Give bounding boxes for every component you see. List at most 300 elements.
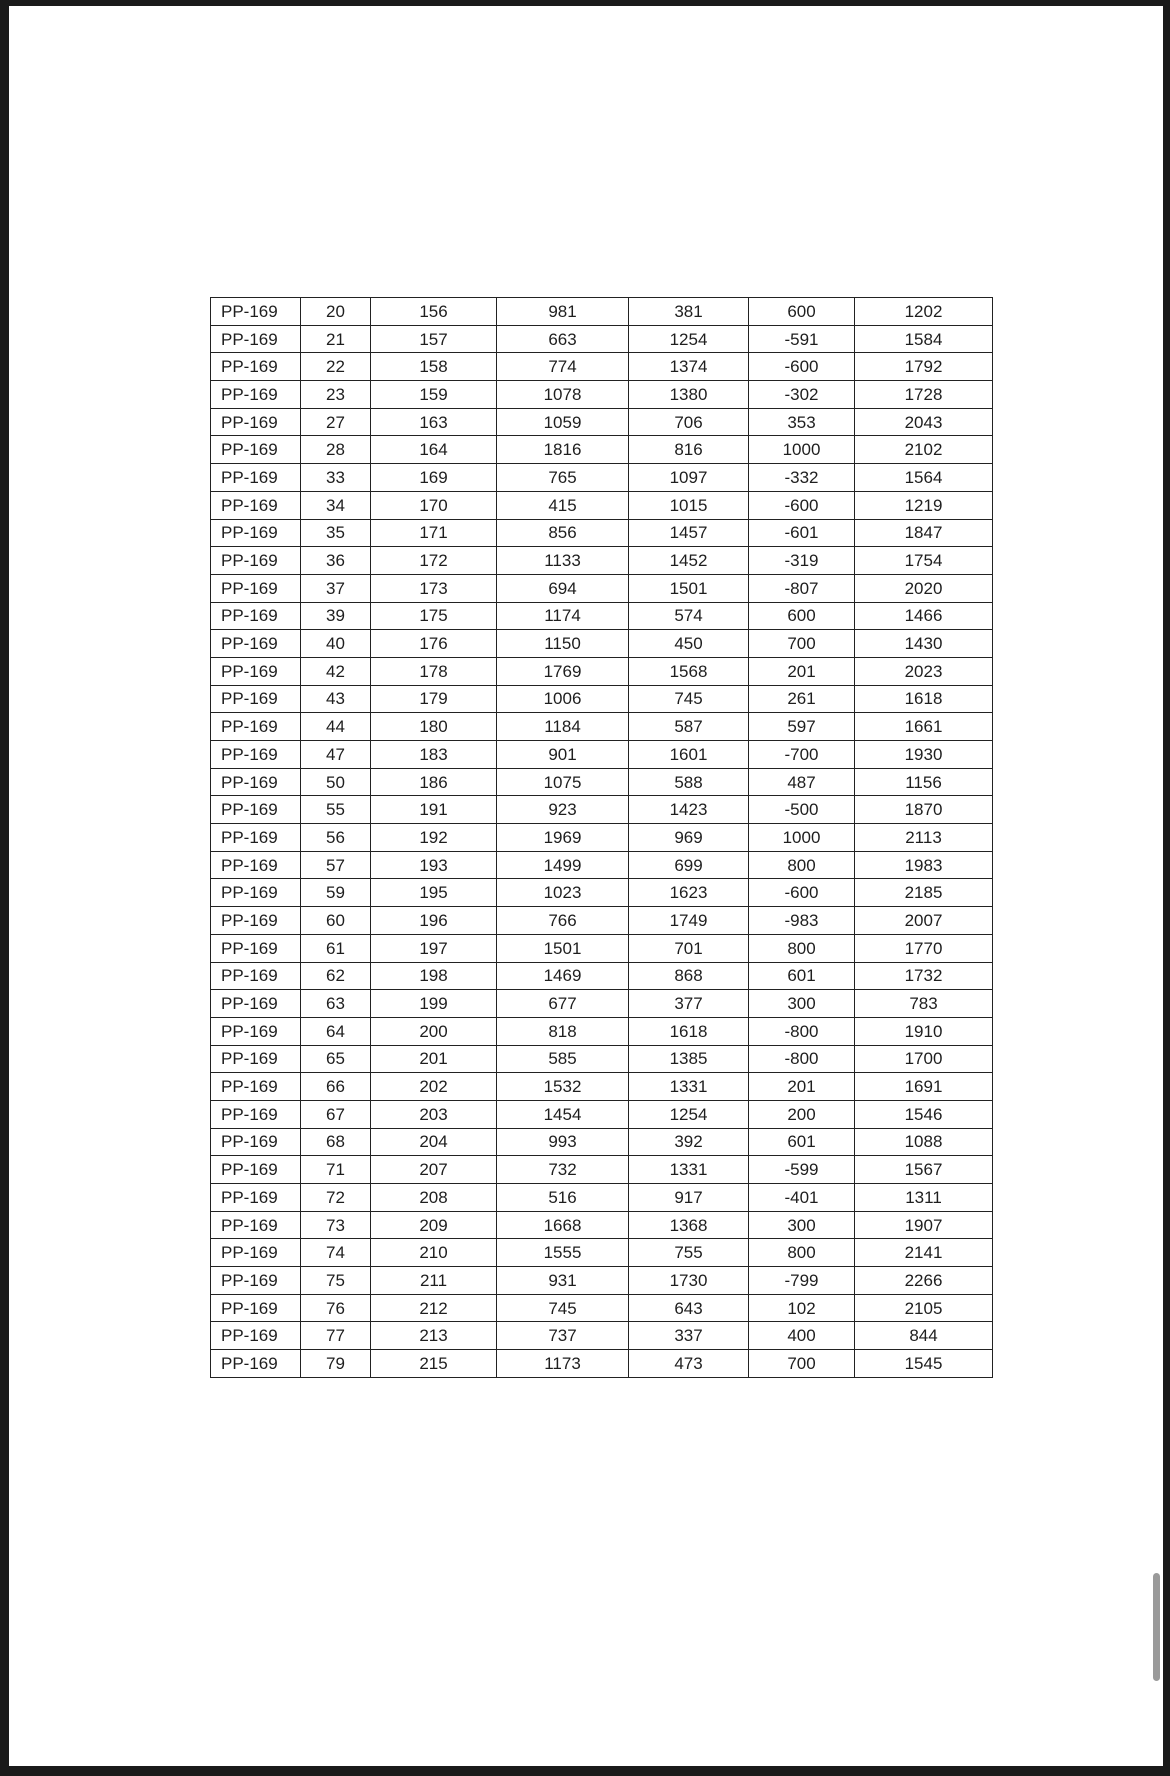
table-cell: 2102	[855, 436, 993, 464]
table-cell: 737	[497, 1322, 629, 1350]
table-cell: 1545	[855, 1350, 993, 1378]
table-cell: 169	[371, 464, 497, 492]
table-cell: PP-169	[211, 1156, 301, 1184]
table-row	[211, 879, 993, 907]
table-cell: 201	[371, 1045, 497, 1073]
table-cell: 1700	[855, 1045, 993, 1073]
table-cell: PP-169	[211, 298, 301, 326]
table-cell: 66	[301, 1073, 371, 1101]
table-cell: 700	[749, 1350, 855, 1378]
table-cell: 170	[371, 491, 497, 519]
table-cell: PP-169	[211, 325, 301, 353]
table-row	[211, 1017, 993, 1045]
table-cell: 40	[301, 630, 371, 658]
table-cell: -600	[749, 879, 855, 907]
table-cell: 1661	[855, 713, 993, 741]
table-cell: 1466	[855, 602, 993, 630]
table-cell: 2266	[855, 1267, 993, 1295]
table-cell: 701	[629, 934, 749, 962]
table-cell: PP-169	[211, 796, 301, 824]
table-cell: 1816	[497, 436, 629, 464]
table-row	[211, 1128, 993, 1156]
table-row	[211, 990, 993, 1018]
table-row	[211, 796, 993, 824]
table-cell: 179	[371, 685, 497, 713]
table-cell: 1732	[855, 962, 993, 990]
table-cell: 195	[371, 879, 497, 907]
table-cell: 353	[749, 408, 855, 436]
table-cell: 600	[749, 602, 855, 630]
table-cell: 1469	[497, 962, 629, 990]
table-cell: 856	[497, 519, 629, 547]
table-cell: PP-169	[211, 381, 301, 409]
data-table	[210, 297, 993, 1378]
table-row	[211, 1294, 993, 1322]
table-cell: 203	[371, 1100, 497, 1128]
table-cell: 2141	[855, 1239, 993, 1267]
table-cell: 1623	[629, 879, 749, 907]
table-cell: 415	[497, 491, 629, 519]
table-cell: 157	[371, 325, 497, 353]
table-cell: 21	[301, 325, 371, 353]
table-cell: 755	[629, 1239, 749, 1267]
table-cell: 800	[749, 934, 855, 962]
table-cell: PP-169	[211, 1017, 301, 1045]
table-row	[211, 1045, 993, 1073]
table-cell: 516	[497, 1184, 629, 1212]
table-cell: PP-169	[211, 1239, 301, 1267]
table-cell: 917	[629, 1184, 749, 1212]
table-cell: PP-169	[211, 685, 301, 713]
table-cell: 1000	[749, 436, 855, 464]
table-cell: 1564	[855, 464, 993, 492]
table-cell: PP-169	[211, 602, 301, 630]
table-cell: PP-169	[211, 768, 301, 796]
table-cell: 74	[301, 1239, 371, 1267]
table-cell: 1668	[497, 1211, 629, 1239]
table-cell: -599	[749, 1156, 855, 1184]
table-cell: 33	[301, 464, 371, 492]
table-cell: 1601	[629, 741, 749, 769]
table-cell: 159	[371, 381, 497, 409]
table-cell: 59	[301, 879, 371, 907]
table-cell: 73	[301, 1211, 371, 1239]
table-cell: PP-169	[211, 1184, 301, 1212]
table-cell: 183	[371, 741, 497, 769]
table-cell: 732	[497, 1156, 629, 1184]
table-cell: 207	[371, 1156, 497, 1184]
table-cell: 700	[749, 630, 855, 658]
table-cell: 63	[301, 990, 371, 1018]
table-cell: 487	[749, 768, 855, 796]
table-cell: 62	[301, 962, 371, 990]
table-cell: PP-169	[211, 519, 301, 547]
table-row	[211, 962, 993, 990]
table-cell: -800	[749, 1045, 855, 1073]
table-cell: PP-169	[211, 408, 301, 436]
table-cell: 1792	[855, 353, 993, 381]
table-row	[211, 519, 993, 547]
table-cell: 699	[629, 851, 749, 879]
table-cell: 601	[749, 962, 855, 990]
table-cell: 1907	[855, 1211, 993, 1239]
table-cell: 43	[301, 685, 371, 713]
table-cell: PP-169	[211, 1045, 301, 1073]
table-row	[211, 381, 993, 409]
scrollbar-thumb[interactable]	[1153, 1573, 1160, 1681]
table-row	[211, 1211, 993, 1239]
table-cell: 818	[497, 1017, 629, 1045]
table-cell: 1331	[629, 1073, 749, 1101]
table-cell: 1770	[855, 934, 993, 962]
table-cell: 1430	[855, 630, 993, 658]
table-cell: 663	[497, 325, 629, 353]
table-cell: 800	[749, 851, 855, 879]
table-cell: 176	[371, 630, 497, 658]
table-cell: PP-169	[211, 574, 301, 602]
table-cell: PP-169	[211, 1073, 301, 1101]
table-cell: 1219	[855, 491, 993, 519]
table-cell: 765	[497, 464, 629, 492]
table-row	[211, 408, 993, 436]
table-cell: 172	[371, 547, 497, 575]
table-cell: 1311	[855, 1184, 993, 1212]
table-row	[211, 1350, 993, 1378]
table-cell: 163	[371, 408, 497, 436]
table-cell: 57	[301, 851, 371, 879]
table-cell: 79	[301, 1350, 371, 1378]
table-cell: 27	[301, 408, 371, 436]
table-cell: 706	[629, 408, 749, 436]
table-cell: -591	[749, 325, 855, 353]
table-cell: PP-169	[211, 1322, 301, 1350]
table-cell: -601	[749, 519, 855, 547]
table-cell: 1374	[629, 353, 749, 381]
table-cell: 600	[749, 298, 855, 326]
table-cell: PP-169	[211, 436, 301, 464]
table-cell: 175	[371, 602, 497, 630]
table-cell: 2023	[855, 657, 993, 685]
table-cell: 50	[301, 768, 371, 796]
table-row	[211, 713, 993, 741]
table-cell: 171	[371, 519, 497, 547]
table-cell: PP-169	[211, 657, 301, 685]
table-cell: PP-169	[211, 547, 301, 575]
table-cell: 1075	[497, 768, 629, 796]
table-cell: 1173	[497, 1350, 629, 1378]
table-cell: 1769	[497, 657, 629, 685]
table-cell: 180	[371, 713, 497, 741]
table-cell: 969	[629, 824, 749, 852]
table-cell: 300	[749, 1211, 855, 1239]
table-cell: 213	[371, 1322, 497, 1350]
table-cell: 199	[371, 990, 497, 1018]
table-cell: 64	[301, 1017, 371, 1045]
table-cell: 173	[371, 574, 497, 602]
table-body	[211, 298, 993, 1378]
table-cell: 28	[301, 436, 371, 464]
table-cell: 766	[497, 907, 629, 935]
table-row	[211, 907, 993, 935]
table-cell: 20	[301, 298, 371, 326]
table-cell: -807	[749, 574, 855, 602]
table-cell: 55	[301, 796, 371, 824]
data-table-container	[210, 297, 992, 1378]
table-row	[211, 934, 993, 962]
table-cell: 473	[629, 1350, 749, 1378]
table-cell: 1000	[749, 824, 855, 852]
table-cell: 164	[371, 436, 497, 464]
table-cell: 1618	[629, 1017, 749, 1045]
table-cell: 381	[629, 298, 749, 326]
table-cell: 1618	[855, 685, 993, 713]
table-cell: 1728	[855, 381, 993, 409]
table-cell: 68	[301, 1128, 371, 1156]
table-cell: PP-169	[211, 1128, 301, 1156]
table-cell: 196	[371, 907, 497, 935]
table-cell: 1910	[855, 1017, 993, 1045]
table-cell: 215	[371, 1350, 497, 1378]
table-cell: 597	[749, 713, 855, 741]
table-cell: PP-169	[211, 879, 301, 907]
table-row	[211, 768, 993, 796]
table-row	[211, 325, 993, 353]
table-cell: PP-169	[211, 1267, 301, 1295]
table-cell: 1423	[629, 796, 749, 824]
table-row	[211, 436, 993, 464]
table-cell: PP-169	[211, 464, 301, 492]
table-cell: 75	[301, 1267, 371, 1295]
table-cell: 200	[371, 1017, 497, 1045]
table-cell: 587	[629, 713, 749, 741]
table-cell: 1870	[855, 796, 993, 824]
table-cell: -800	[749, 1017, 855, 1045]
table-cell: PP-169	[211, 1350, 301, 1378]
table-cell: 198	[371, 962, 497, 990]
table-cell: 35	[301, 519, 371, 547]
table-cell: 800	[749, 1239, 855, 1267]
table-cell: 212	[371, 1294, 497, 1322]
table-cell: 47	[301, 741, 371, 769]
table-cell: 158	[371, 353, 497, 381]
table-cell: 1202	[855, 298, 993, 326]
table-cell: PP-169	[211, 907, 301, 935]
table-cell: -700	[749, 741, 855, 769]
table-cell: 1150	[497, 630, 629, 658]
table-cell: 1368	[629, 1211, 749, 1239]
table-row	[211, 685, 993, 713]
table-cell: PP-169	[211, 962, 301, 990]
table-cell: -302	[749, 381, 855, 409]
table-cell: 1501	[497, 934, 629, 962]
table-cell: -600	[749, 491, 855, 519]
table-row	[211, 298, 993, 326]
table-cell: -332	[749, 464, 855, 492]
table-cell: 61	[301, 934, 371, 962]
table-cell: 868	[629, 962, 749, 990]
table-cell: 901	[497, 741, 629, 769]
table-cell: 186	[371, 768, 497, 796]
table-cell: 1133	[497, 547, 629, 575]
table-cell: 1568	[629, 657, 749, 685]
table-cell: 1584	[855, 325, 993, 353]
table-cell: 377	[629, 990, 749, 1018]
table-cell: 745	[497, 1294, 629, 1322]
table-cell: -319	[749, 547, 855, 575]
table-row	[211, 851, 993, 879]
table-cell: -799	[749, 1267, 855, 1295]
table-cell: 1555	[497, 1239, 629, 1267]
table-cell: 193	[371, 851, 497, 879]
table-cell: 201	[749, 1073, 855, 1101]
table-cell: PP-169	[211, 851, 301, 879]
table-cell: 1059	[497, 408, 629, 436]
table-cell: 1452	[629, 547, 749, 575]
table-row	[211, 657, 993, 685]
table-cell: 1006	[497, 685, 629, 713]
table-cell: 1457	[629, 519, 749, 547]
table-cell: 783	[855, 990, 993, 1018]
table-cell: 450	[629, 630, 749, 658]
table-cell: 844	[855, 1322, 993, 1350]
table-cell: 209	[371, 1211, 497, 1239]
table-cell: 1847	[855, 519, 993, 547]
table-cell: 2105	[855, 1294, 993, 1322]
table-cell: 1454	[497, 1100, 629, 1128]
table-row	[211, 547, 993, 575]
table-cell: 178	[371, 657, 497, 685]
table-cell: 200	[749, 1100, 855, 1128]
table-cell: 588	[629, 768, 749, 796]
table-cell: 923	[497, 796, 629, 824]
table-cell: 1254	[629, 1100, 749, 1128]
table-row	[211, 602, 993, 630]
table-cell: PP-169	[211, 630, 301, 658]
table-cell: 643	[629, 1294, 749, 1322]
table-cell: -500	[749, 796, 855, 824]
table-cell: 192	[371, 824, 497, 852]
table-cell: 60	[301, 907, 371, 935]
table-row	[211, 824, 993, 852]
table-cell: PP-169	[211, 824, 301, 852]
table-cell: 1691	[855, 1073, 993, 1101]
table-cell: 300	[749, 990, 855, 1018]
table-cell: -401	[749, 1184, 855, 1212]
table-row	[211, 1322, 993, 1350]
table-cell: 677	[497, 990, 629, 1018]
table-cell: 2113	[855, 824, 993, 852]
table-cell: 574	[629, 602, 749, 630]
table-cell: 23	[301, 381, 371, 409]
table-cell: 931	[497, 1267, 629, 1295]
table-cell: PP-169	[211, 1294, 301, 1322]
table-cell: 208	[371, 1184, 497, 1212]
table-cell: 201	[749, 657, 855, 685]
table-cell: 1730	[629, 1267, 749, 1295]
table-cell: 1097	[629, 464, 749, 492]
table-cell: 39	[301, 602, 371, 630]
table-cell: 1749	[629, 907, 749, 935]
table-row	[211, 574, 993, 602]
table-cell: 191	[371, 796, 497, 824]
table-cell: 1254	[629, 325, 749, 353]
table-cell: 261	[749, 685, 855, 713]
table-cell: PP-169	[211, 741, 301, 769]
table-cell: -600	[749, 353, 855, 381]
table-cell: 400	[749, 1322, 855, 1350]
table-row	[211, 491, 993, 519]
table-cell: PP-169	[211, 1211, 301, 1239]
table-cell: PP-169	[211, 1100, 301, 1128]
table-cell: 34	[301, 491, 371, 519]
table-cell: 745	[629, 685, 749, 713]
table-cell: 77	[301, 1322, 371, 1350]
table-cell: 1174	[497, 602, 629, 630]
table-cell: PP-169	[211, 353, 301, 381]
table-cell: 1546	[855, 1100, 993, 1128]
table-cell: 694	[497, 574, 629, 602]
table-cell: 56	[301, 824, 371, 852]
table-cell: PP-169	[211, 713, 301, 741]
table-cell: 71	[301, 1156, 371, 1184]
table-cell: 1156	[855, 768, 993, 796]
table-cell: 1567	[855, 1156, 993, 1184]
table-cell: 204	[371, 1128, 497, 1156]
table-cell: 1078	[497, 381, 629, 409]
table-cell: PP-169	[211, 934, 301, 962]
table-cell: 1969	[497, 824, 629, 852]
table-cell: 2007	[855, 907, 993, 935]
table-cell: 202	[371, 1073, 497, 1101]
table-cell: 37	[301, 574, 371, 602]
table-cell: 392	[629, 1128, 749, 1156]
table-cell: 585	[497, 1045, 629, 1073]
table-cell: 601	[749, 1128, 855, 1156]
table-cell: 1930	[855, 741, 993, 769]
table-cell: -983	[749, 907, 855, 935]
table-cell: 1023	[497, 879, 629, 907]
table-cell: 65	[301, 1045, 371, 1073]
table-cell: 816	[629, 436, 749, 464]
table-cell: 2185	[855, 879, 993, 907]
table-cell: PP-169	[211, 491, 301, 519]
table-cell: 211	[371, 1267, 497, 1295]
table-cell: 1380	[629, 381, 749, 409]
table-row	[211, 1156, 993, 1184]
table-cell: 44	[301, 713, 371, 741]
table-cell: 1501	[629, 574, 749, 602]
table-row	[211, 353, 993, 381]
table-cell: 1754	[855, 547, 993, 575]
table-row	[211, 464, 993, 492]
table-cell: 67	[301, 1100, 371, 1128]
table-cell: 156	[371, 298, 497, 326]
table-row	[211, 1267, 993, 1295]
table-row	[211, 630, 993, 658]
table-cell: 42	[301, 657, 371, 685]
table-cell: 197	[371, 934, 497, 962]
table-cell: 774	[497, 353, 629, 381]
table-row	[211, 1073, 993, 1101]
table-cell: 1532	[497, 1073, 629, 1101]
table-cell: 981	[497, 298, 629, 326]
table-row	[211, 741, 993, 769]
table-cell: 2020	[855, 574, 993, 602]
document-page	[9, 6, 1163, 1766]
table-row	[211, 1184, 993, 1212]
table-cell: 210	[371, 1239, 497, 1267]
table-cell: 102	[749, 1294, 855, 1322]
